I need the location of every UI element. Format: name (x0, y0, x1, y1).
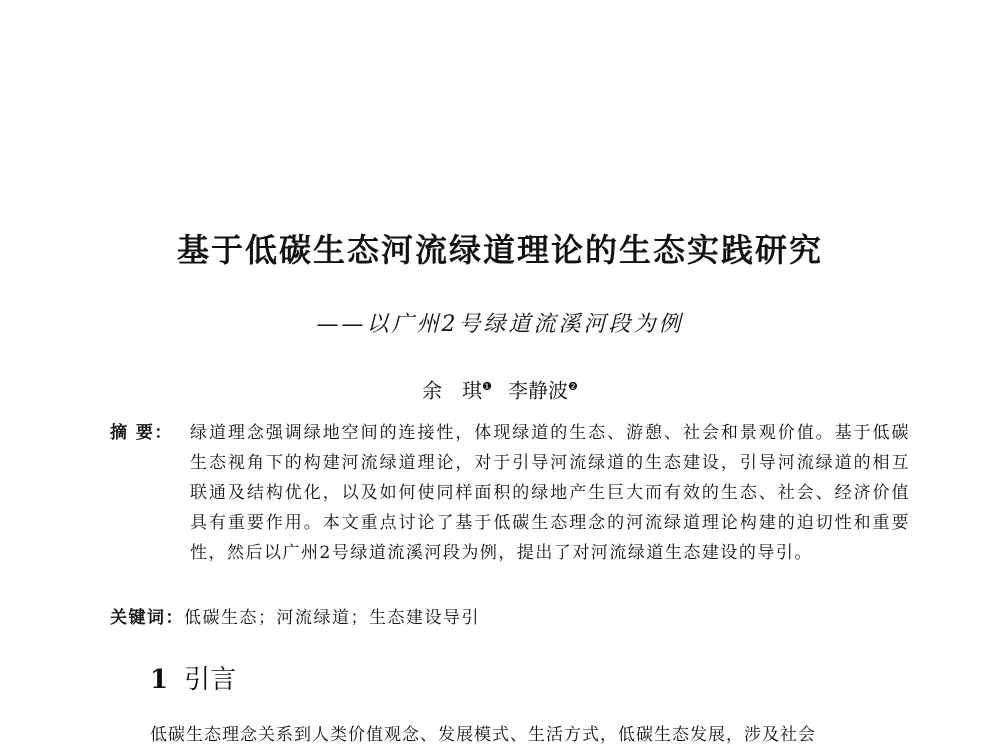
author-1-name-part2: 琪 (462, 378, 483, 403)
section-title: 引言 (184, 665, 237, 695)
author-2-name: 李静波 (508, 378, 568, 403)
body-paragraph: 低碳生态理念关系到人类价值观念、发展模式、生活方式，低碳生态发展，涉及社会 (150, 725, 816, 745)
paper-subtitle: ——以广州2号绿道流溪河段为例 (316, 312, 684, 337)
keywords-label: 关键词： (110, 608, 184, 628)
keywords-text: 低碳生态；河流绿道；生态建设导引 (184, 608, 480, 628)
paper-title: 基于低碳生态河流绿道理论的生态实践研究 (176, 231, 823, 269)
section-number: 1 (150, 665, 169, 695)
section-heading (150, 662, 236, 698)
author-1-name-part1: 余 (422, 378, 443, 403)
abstract-label: 摘 要： (110, 423, 173, 443)
author-line (0, 372, 1000, 406)
author-2-footnote-marker: ❷ (568, 380, 578, 393)
keywords-block (110, 603, 910, 633)
abstract-block (110, 418, 910, 568)
abstract-text: 绿道理念强调绿地空间的连接性，体现绿道的生态、游憩、社会和景观价值。基于低碳生态视角下的构建河流绿道理论，对于引导河流绿道的生态建设，引导河流绿道的相互联通及结构优化，以及如何使同样面积的绿地产生巨大而有效的生态、社会、经济价值具有重要作用。本文重点讨论了基于低碳生态理念的河流绿道理论构建的迫切性和重要性，然后以广州2号绿道流溪河段为例，提出了对河流绿道生态建设的导引。 (190, 423, 910, 563)
author-1-footnote-marker: ❶ (482, 380, 492, 393)
